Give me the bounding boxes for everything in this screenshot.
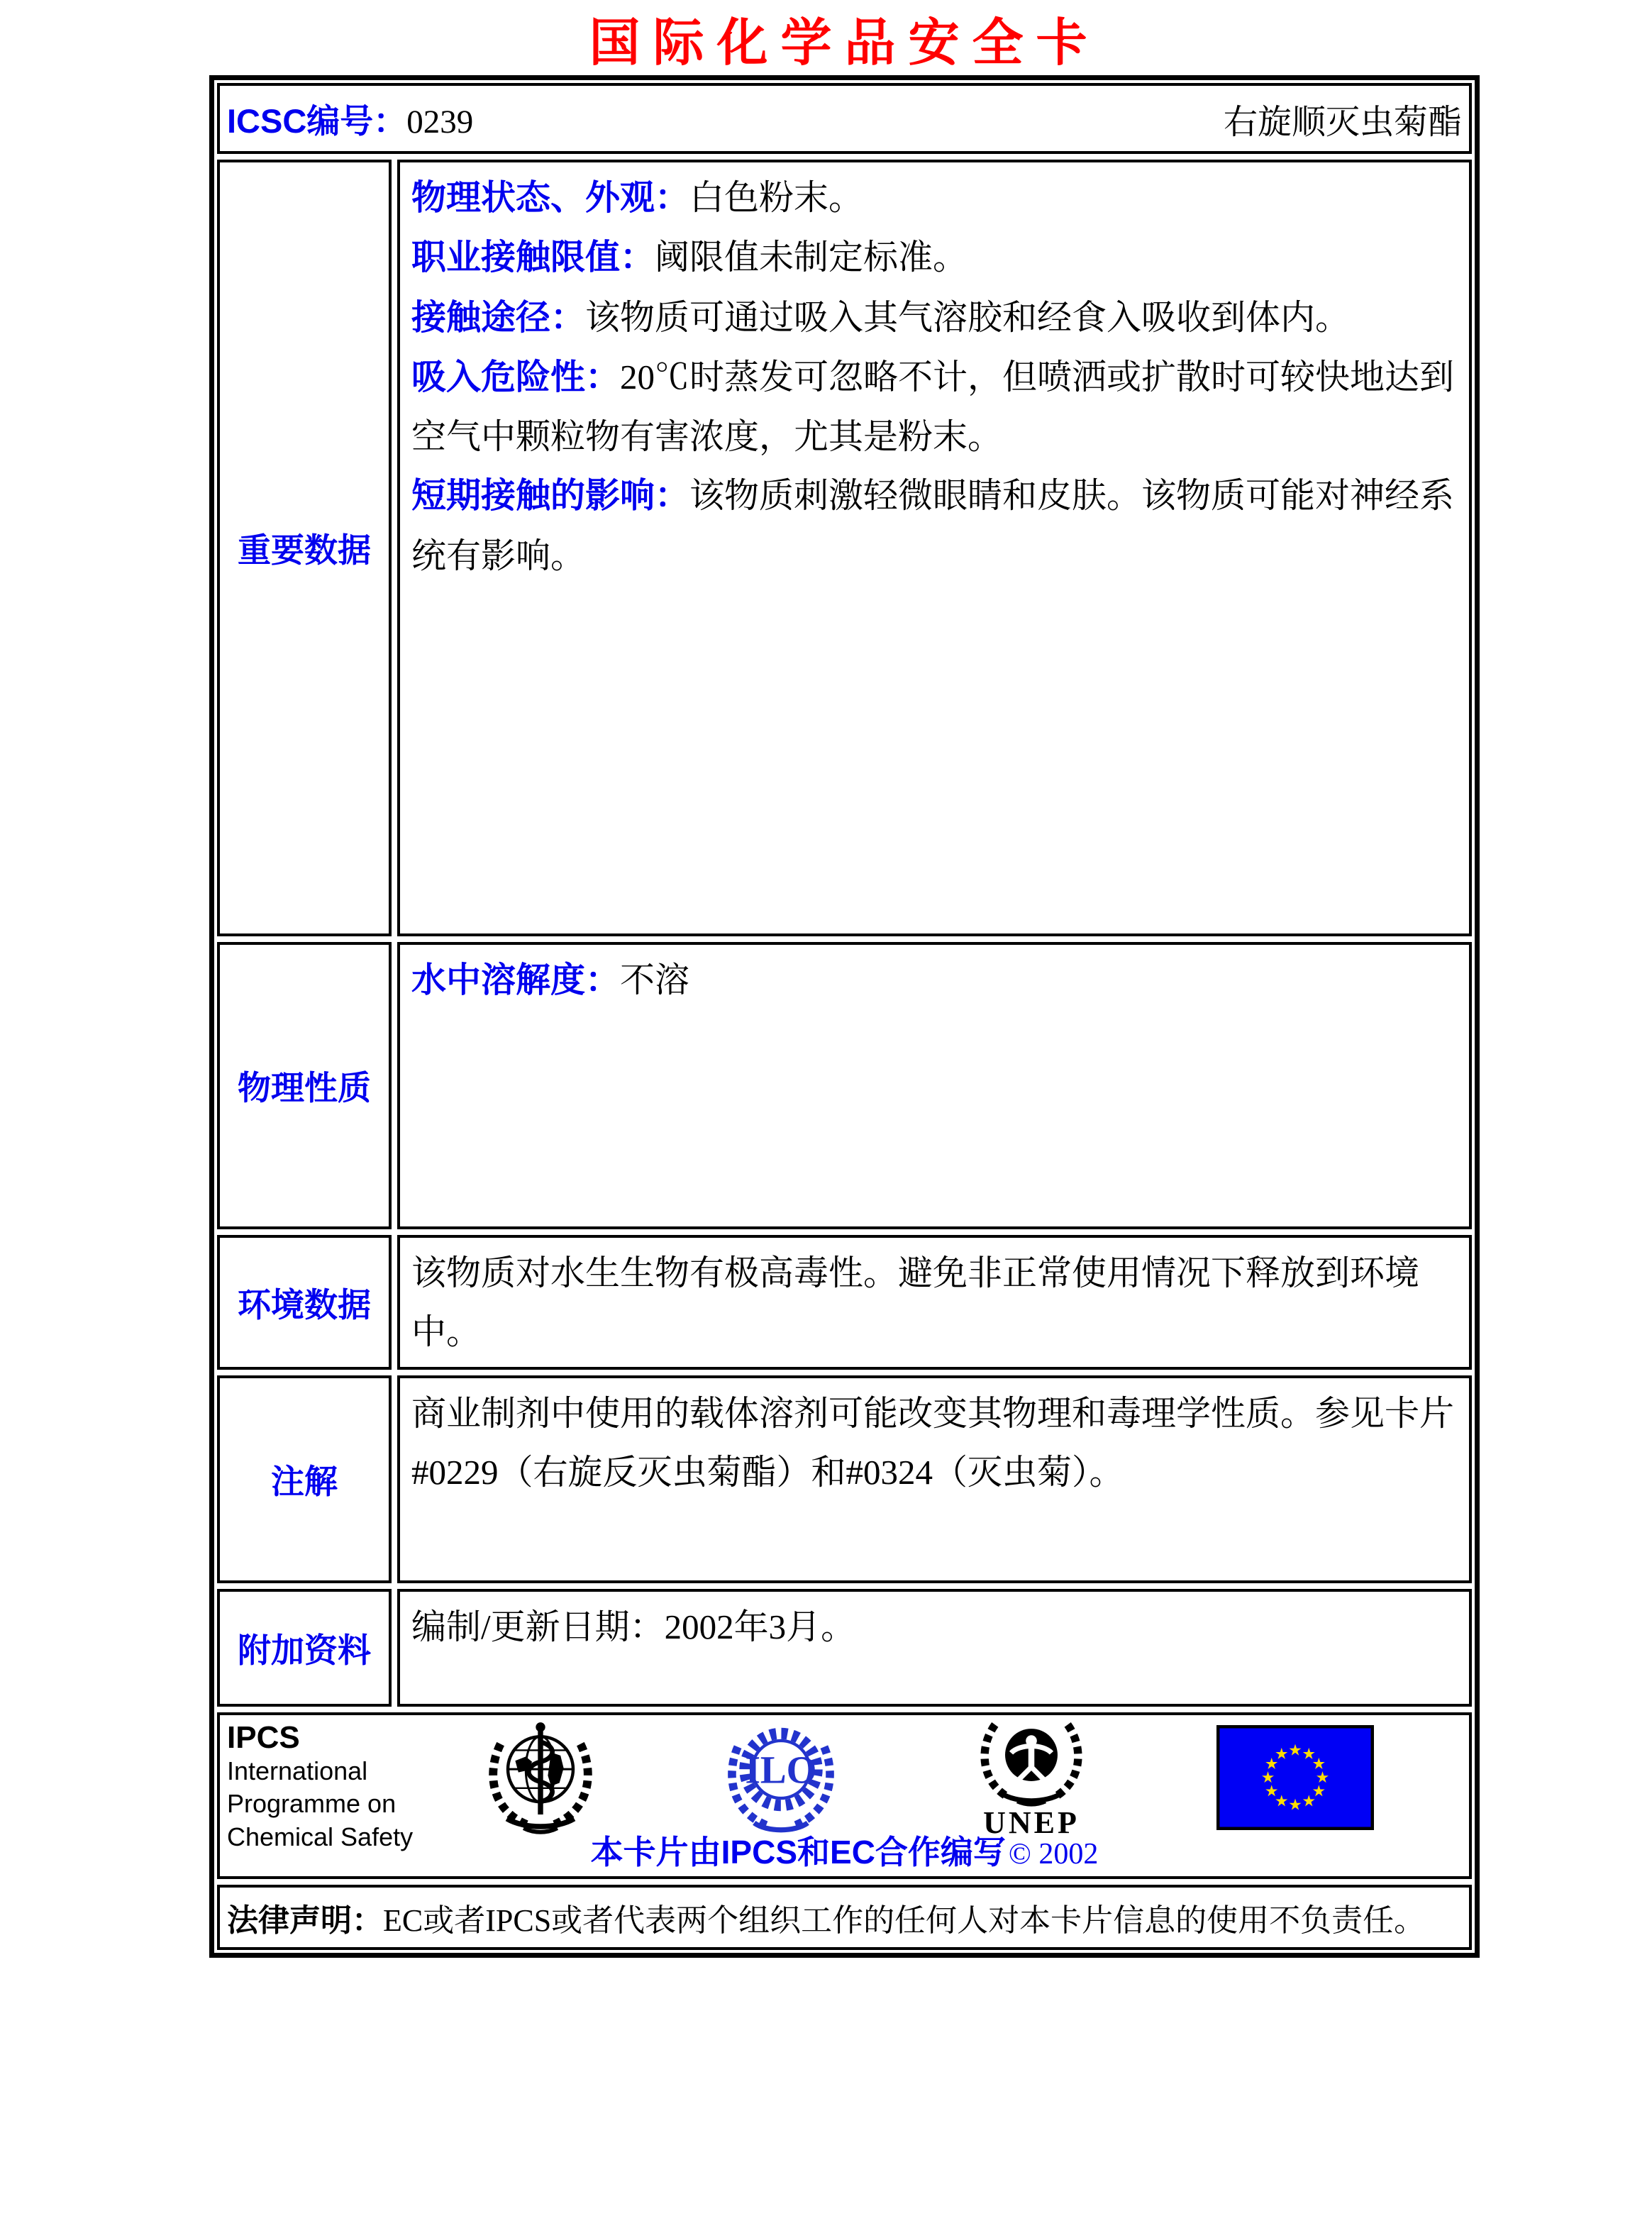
section-content-important-data <box>397 160 1472 936</box>
field-value: 阈限值未制定标准。 <box>655 238 968 277</box>
ipcs-line: Programme on <box>227 1789 397 1819</box>
field-label: 水中溶解度： <box>411 961 621 999</box>
field-row <box>411 951 1458 1010</box>
organizations-footer-row <box>217 1712 1472 1879</box>
icsc-table <box>209 75 1480 1958</box>
unep-logo-text: UNEP <box>983 1805 1080 1840</box>
legal-notice-text: EC或者IPCS或者代表两个组织工作的任何人对本卡片信息的使用不负责任。 <box>383 1903 1426 1938</box>
chemical-name: 右旋顺灭虫菊酯 <box>1223 103 1462 141</box>
icsc-number-value: 0239 <box>406 103 474 140</box>
section-content-additional-info: 编制/更新日期：2002年3月。 <box>397 1589 1472 1707</box>
ipcs-line: Chemical Safety <box>227 1822 414 1851</box>
section-label-notes: 注解 <box>217 1375 392 1583</box>
field-value: 该物质可通过吸入其气溶胶和经食入吸收到体内。 <box>585 297 1351 337</box>
field-value: 该物质刺激轻微眼睛和皮肤。该物质可能对神经系统有影响。 <box>411 476 1455 575</box>
field-row <box>411 228 1458 287</box>
field-row <box>411 288 1458 348</box>
card-header-row <box>217 83 1472 154</box>
who-logo-icon <box>474 1717 607 1843</box>
section-label-environmental-data: 环境数据 <box>217 1235 392 1370</box>
icsc-number-label: ICSC编号： <box>227 101 407 140</box>
ipcs-title: IPCS <box>227 1720 300 1755</box>
section-content-notes: 商业制剂中使用的载体溶剂可能改变其物理和毒理学性质。参见卡片#0229（右旋反灭虫菊酯）和#0324（灭虫菊）。 <box>397 1375 1472 1583</box>
field-label: 吸入危险性： <box>411 358 621 397</box>
field-row <box>411 168 1458 228</box>
field-row <box>411 466 1458 585</box>
unep-logo-block <box>962 1717 1101 1839</box>
field-row <box>411 348 1458 467</box>
field-value: 不溶 <box>620 960 690 999</box>
field-label: 职业接触限值： <box>411 238 655 277</box>
field-value: 白色粉末。 <box>689 178 864 217</box>
section-label-important-data: 重要数据 <box>217 160 392 936</box>
field-label: 接触途径： <box>411 298 586 337</box>
field-value: 20℃时蒸发可忽略不计，但喷洒或扩散时可较快地达到空气中颗粒物有害浓度，尤其是粉末。 <box>411 357 1455 457</box>
eu-flag-icon <box>1216 1725 1375 1830</box>
ipcs-line: International <box>227 1756 368 1786</box>
credit-text: 本卡片由IPCS和EC合作编写 <box>590 1834 1006 1871</box>
ilo-logo-icon <box>716 1718 846 1841</box>
credit-line <box>220 1827 1469 1873</box>
field-label: 物理状态、外观： <box>411 179 690 217</box>
icsc-number-group <box>227 95 473 143</box>
copyright-text: © 2002 <box>1008 1838 1099 1871</box>
section-content-physical-properties <box>397 942 1472 1229</box>
legal-notice-label: 法律声明： <box>227 1903 383 1938</box>
section-label-physical-properties: 物理性质 <box>217 942 392 1229</box>
section-label-additional-info: 附加资料 <box>217 1589 392 1707</box>
ilo-logo-text: ILO <box>745 1748 817 1792</box>
field-label: 短期接触的影响： <box>411 477 690 516</box>
legal-notice-row <box>217 1885 1472 1950</box>
unep-logo-icon <box>962 1717 1101 1807</box>
page-title: 国际化学品安全卡 <box>589 15 1100 72</box>
section-content-environmental-data: 该物质对水生生物有极高毒性。避免非正常使用情况下释放到环境中。 <box>397 1235 1472 1370</box>
